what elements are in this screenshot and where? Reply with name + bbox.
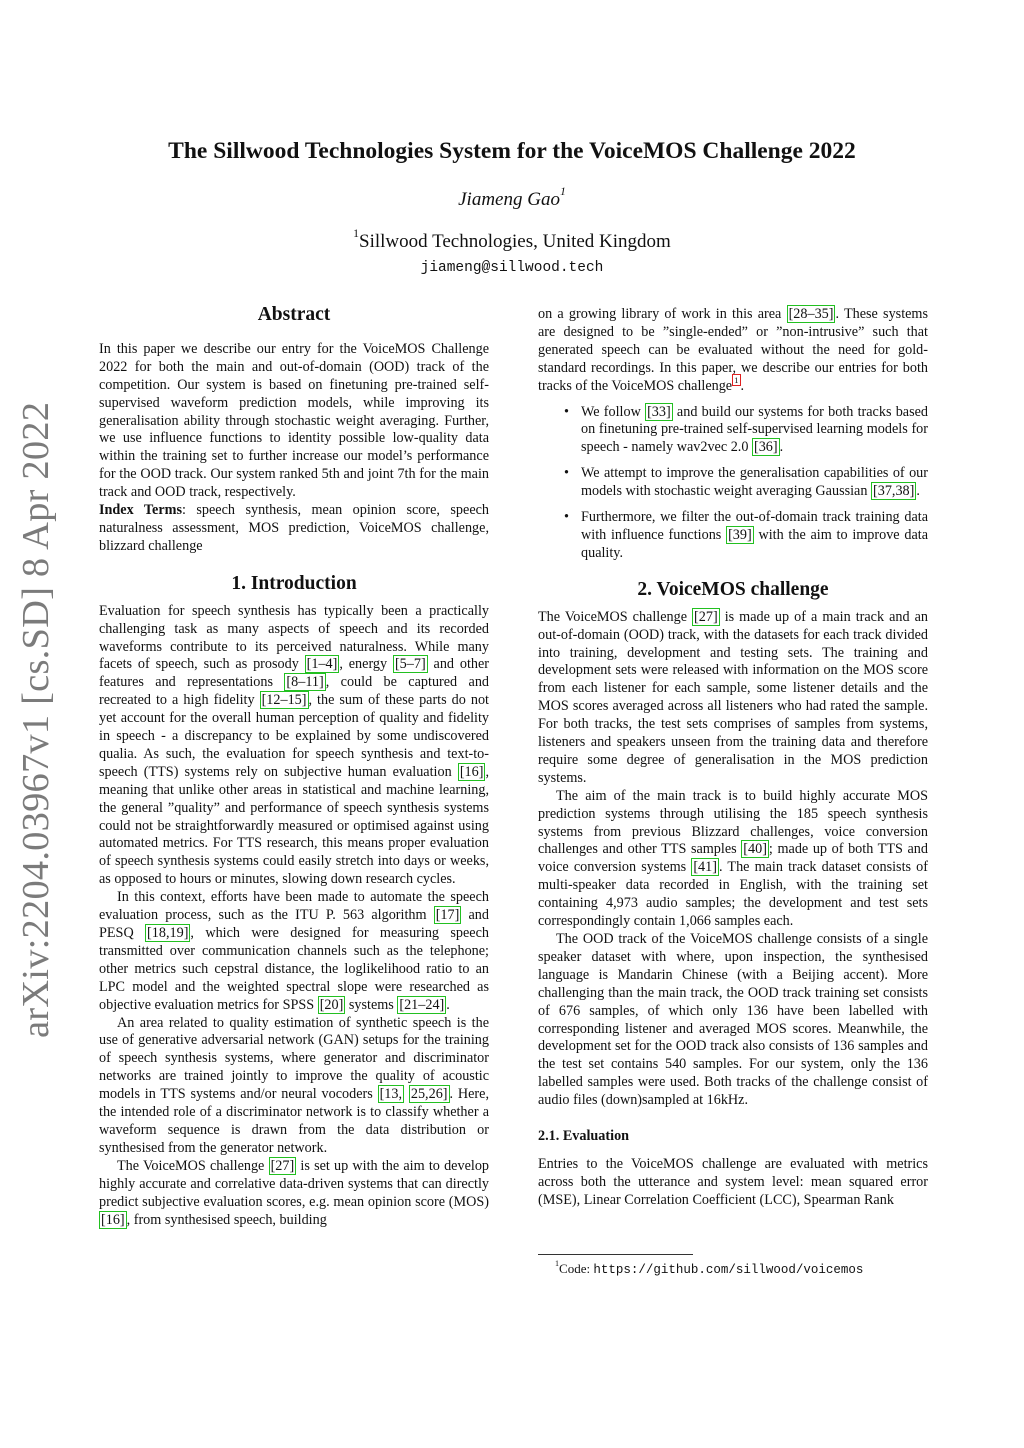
author bbox=[0, 185, 1024, 211]
affiliation-text: Sillwood Technologies, United Kingdom bbox=[359, 231, 671, 252]
citation-link[interactable]: [41] bbox=[693, 859, 717, 876]
left-column bbox=[99, 306, 489, 1229]
citation-link[interactable]: [17] bbox=[435, 907, 460, 924]
affiliation-superscript: 1 bbox=[353, 227, 360, 241]
footnote-url[interactable]: https://github.com/sillwood/voicemos bbox=[593, 1263, 864, 1277]
intro-paragraph-2: In this context, efforts have been made to automate the speech evaluation process, such as the ITU P. 563 algorithm [17] and PESQ [18,19] , which were designed for measuring speech transmitted over communication channels such as the telephone; other metrics such cepstral distance, the loglikelihood ratio to an LPC model and the weighted spectral slope were researched as objective evaluation metrics for SPSS [20] systems [21–24] . bbox=[99, 889, 489, 1013]
citation-link[interactable]: [36] bbox=[753, 439, 778, 456]
footnote-label: Code: bbox=[559, 1261, 594, 1276]
citation-link[interactable]: [1–4] bbox=[306, 656, 338, 673]
citation-link[interactable]: [39] bbox=[728, 526, 752, 543]
citation-link[interactable]: [16] bbox=[459, 763, 484, 780]
citation-link[interactable]: [28–35] bbox=[788, 306, 834, 322]
abstract-text bbox=[99, 341, 489, 556]
author-superscript: 1 bbox=[559, 185, 566, 199]
footnote-number: 1 bbox=[555, 1258, 560, 1268]
intro-heading: 1. Introduction bbox=[231, 572, 357, 594]
citation-link[interactable]: [12–15] bbox=[261, 692, 307, 709]
citation-link[interactable]: [27] bbox=[694, 608, 718, 625]
intro-continued-paragraph: on a growing library of work in this area [28–35] . These systems are designed to be ”single-ended” or ”non-intrusive” such that generated speech can be evaluated without the need for gold-standard recordings. In this paper, we describe our entries for both tracks of the VoiceMOS challenge $^1$ . bbox=[538, 306, 928, 394]
intro-paragraph-4: The VoiceMOS challenge [27] is set up with the aim to develop highly accurate and correlative data-driven systems that can directly predict subjective evaluation scores, e.g. mean opinion score (MOS) [16] , from synthesised speech, building bbox=[99, 1157, 490, 1228]
intro-paragraph-1: Evaluation for speech synthesis has typically been a practically challenging task as many aspects of speech and its recorded waveforms contribute to its perceived naturalness. While many facets of speech, such as prosody [1–4] , energy [5–7] and other features and representations [8–11] , could be captured and recreated to a high fidelity [12–15] , the sum of these parts do not yet account for the overall human perception of quality and fidelity in speech - a discrepancy to be explained by some undiscovered qualia. As such, the evaluation for speech synthesis and text-to-speech (TTS) systems rely on subjective human evaluation [16] , meaning that unlike other areas in statistical and machine learning, the general ”quality” and performance of speech synthesis systems could not be straightforwardly measured or optimised against using automated metrics. For TTS research, this means proper evaluation of speech synthesis systems could easily stretch into days or weeks, as opposed to hours or minutes, slowing down research cycles. bbox=[99, 602, 490, 888]
citation-link[interactable]: [16] bbox=[101, 1211, 125, 1228]
footnote-rule bbox=[538, 1254, 693, 1255]
citation-link[interactable]: [13, bbox=[379, 1086, 403, 1103]
abstract-body: In this paper we describe our entry for the VoiceMOS Challenge 2022 for both the main and out-of-domain (OOD) track of the competition. Our system is based on finetuning pre-trained self-supervised waveform prediction models, while improving its generalisation ability through stochastic weight averaging. Further, we use influence functions to identity possible low-quality data within the training set to further increase our model’s performance for the OOD track. Our system ranked 5th and joint 7th for the main track and OOD track, respectively. bbox=[99, 340, 489, 501]
affiliation bbox=[0, 227, 1024, 253]
list-item: • Furthermore, we filter the out-of-domain track training data with influence functions [39] with the aim to improve data quality. bbox=[538, 509, 928, 563]
citation-link[interactable]: [21–24] bbox=[399, 996, 445, 1013]
citation-link[interactable]: [8–11] bbox=[286, 674, 324, 691]
evaluation-paragraph: Entries to the VoiceMOS challenge are evaluated with metrics across both the utterance and system level: mean squared error (MSE), Linear Correlation Coefficient (LCC), Spearman Rank bbox=[538, 1155, 928, 1208]
list-item: • We follow [33] and build our systems for both tracks based on finetuning pre-trained self-supervised learning models for speech - namely wav2vec 2.0 [36] . bbox=[538, 404, 928, 458]
challenge-paragraph-3: The OOD track of the VoiceMOS challenge consists of a single speaker dataset with where, upon inspection, the synthesised language is Mandarin Chinese (with a Beijing accent). More challenging than the main track, the OOD track training set consists of 676 samples, of which only 136 have been labelled with corresponding listener and averaged MOS scores. Meanwhile, the development set for the OOD track also consists of 136 samples and the test set contains 540 samples. For our system, only the 136 labelled samples were used. Both tracks of the challenge consist of audio files (down)sampled at 16kHz. bbox=[538, 931, 928, 1109]
challenge-paragraph-1: The VoiceMOS challenge [27] is made up of a main track and an out-of-domain (OOD) track, with the datasets for each track divided into training, development and testing sets. The training and development sets were released with information on the MOS score from each listener for each sample, some listener details and the MOS scores averaged across all listeners who had rated the sample. For both tracks, the test sets comprises of samples from systems, listeners and speakers unseen from the training data and therefore require some degree of generalisation in the MOS prediction systems. bbox=[538, 608, 928, 786]
section-2-heading: 2. VoiceMOS challenge bbox=[637, 578, 829, 600]
challenge-paragraph-2: The aim of the main track is to build highly accurate MOS prediction systems through utilising the 185 speech synthesis systems from previous Blizzard challenges, voice conversion challenges and other TTS samples [40] ; made up of both TTS and voice conversion systems [41] . The main track dataset consists of multi-speaker data recorded in English, with the training set containing 4,973 audio samples; the development and test sets correspondingly contain 1,066 samples each. bbox=[538, 787, 929, 930]
citation-link[interactable]: [40] bbox=[743, 841, 767, 858]
footnote-link[interactable]: 1 bbox=[734, 374, 739, 385]
list-item: • We attempt to improve the generalisation capabilities of our models with stochastic weight averaging Gaussian [37,38] . bbox=[538, 465, 928, 501]
author-email: jiameng@sillwood.tech bbox=[420, 260, 604, 276]
abstract-heading: Abstract bbox=[257, 304, 331, 325]
contribution-list bbox=[538, 404, 928, 563]
index-terms: : speech synthesis, mean opinion score, speech naturalness assessment, MOS prediction, VoiceMOS challenge, blizzard challenge bbox=[99, 502, 490, 554]
citation-link[interactable]: [37,38] bbox=[873, 483, 915, 500]
citation-link[interactable]: [5–7] bbox=[394, 656, 426, 673]
index-terms-label: Index Terms bbox=[99, 502, 182, 519]
author-name: Jiameng Gao bbox=[458, 189, 560, 210]
arxiv-stamp: arXiv:2204.03967v1 [cs.SD] 8 Apr 2022 bbox=[15, 401, 57, 1038]
citation-link[interactable]: [18,19] bbox=[147, 925, 189, 941]
paper-title: The Sillwood Technologies System for the VoiceMOS Challenge 2022 bbox=[168, 138, 856, 164]
citation-link[interactable]: [20] bbox=[319, 996, 344, 1013]
subsection-heading: 2.1. Evaluation bbox=[538, 1128, 630, 1145]
right-column bbox=[538, 306, 928, 1210]
citation-link[interactable]: [27] bbox=[270, 1157, 295, 1174]
footnote bbox=[555, 1258, 864, 1277]
citation-link[interactable]: [33] bbox=[647, 403, 671, 420]
intro-paragraph-3: An area related to quality estimation of synthetic speech is the use of generative adversarial network (GAN) setups for the training of speech synthesis systems, where generator and discriminator networks are trained jointly to improve the quality of acoustic models in TTS systems and/or neural vocoders [13, 25,26] . Here, the intended role of a discriminator network is to classify whether a waveform sequence is drawn from the data distribution or synthesised from the generator network. bbox=[99, 1014, 489, 1156]
citation-link[interactable]: 25,26] bbox=[410, 1086, 448, 1103]
